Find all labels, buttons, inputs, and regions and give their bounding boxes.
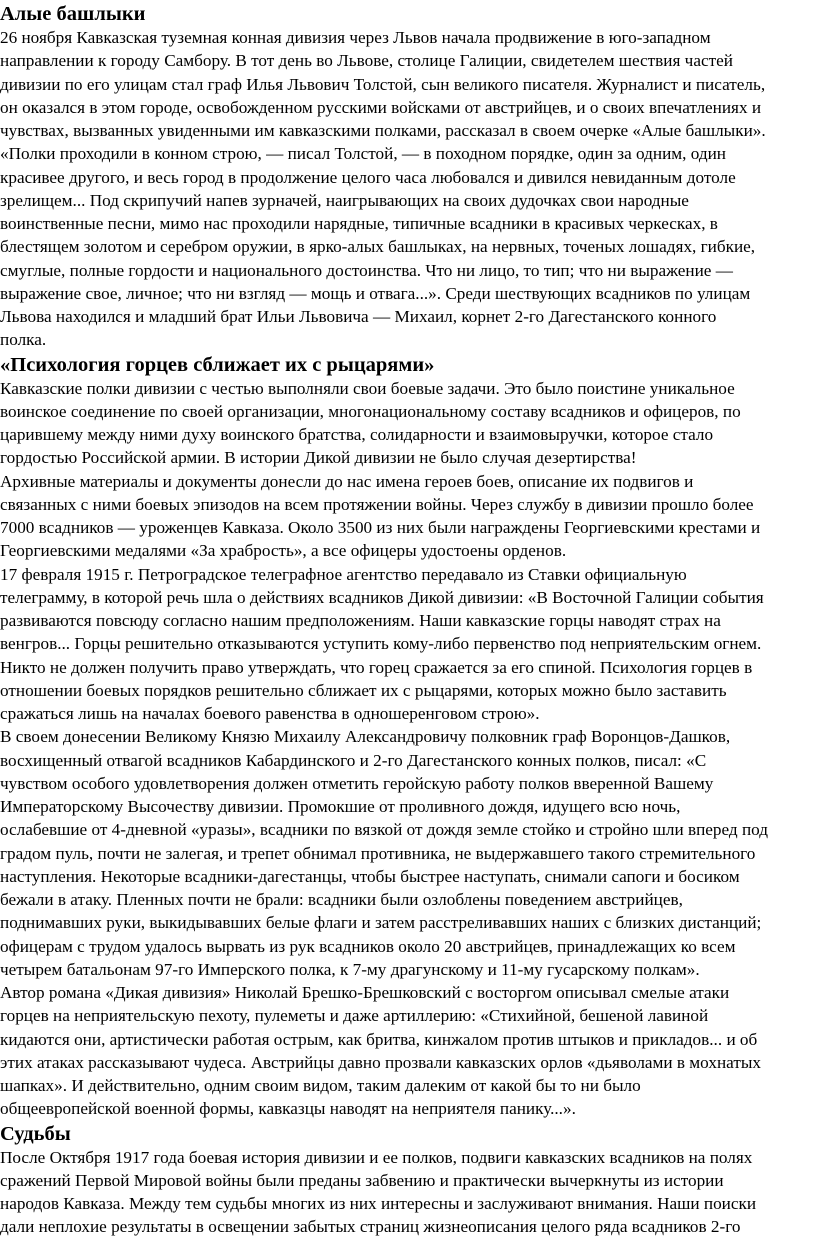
text-line: горцев на неприятельскую пехоту, пулеметы и даже артиллерию: «Стихийной, бешеной лавиной bbox=[0, 1006, 709, 1026]
text-line: чувствах, вызванных увиденными им кавказскими полками, рассказал в своем очерке «Алые башлыки». bbox=[0, 121, 766, 140]
text-line: Георгиевскими медалями «За храбрость», а все офицеры удостоены орденов. bbox=[0, 541, 567, 561]
text-line: выражение свое, личное; что ни взгляд — мощь и отвага...». Среди шествующих всадников по улицам bbox=[0, 283, 751, 303]
text-line: Архивные материалы и документы донесли до нас имена героев боев, описание их подвигов и bbox=[0, 471, 694, 491]
text-line: этих атаках рассказывают чудеса. Австрийцы давно прозвали кавказских орлов «дьяволами в мохнатых bbox=[0, 1052, 761, 1072]
section-body bbox=[0, 377, 816, 1121]
text-line: Львова находился и младший брат Ильи Львовича — Михаил, корнет 2-го Дагестанского конного bbox=[0, 307, 717, 326]
text-line: Кавказские полки дивизии с честью выполняли свои боевые задачи. Это было поистине уникальное bbox=[0, 378, 735, 398]
section-heading: Судьбы bbox=[0, 1122, 71, 1145]
text-line: зрелищем... Под скрипучий напев зурначей, наигрывающих на своих дудочках свои народные bbox=[0, 190, 689, 210]
text-line: поднимавших руки, выкидывавших белые флаги и затем расстреливавших наших с близких дистанций; bbox=[0, 913, 762, 933]
text-line: воинственные песни, мимо нас проходили нарядные, типичные всадники в красивых черкесках, в bbox=[0, 214, 718, 233]
text-line: Императорскому Высочеству дивизии. Промокшие от проливного дождя, идущего всю ночь, bbox=[0, 797, 681, 816]
section-body bbox=[0, 26, 816, 352]
text-line: он оказался в этом городе, освобожденном русскими войсками от австрийцев, и о своих впечатлениях и bbox=[0, 97, 762, 117]
text-line: дивизии по его улицам стал граф Илья Львович Толстой, сын великого писателя. Журналист и писатель, bbox=[0, 74, 766, 94]
text-line: В своем донесении Великому Князю Михаилу Александровичу полковник граф Воронцов-Дашков, bbox=[0, 727, 731, 747]
text-line: дали неплохие результаты в освещении забытых страниц жизнеописания целого ряда всадников 2-го bbox=[0, 1217, 741, 1237]
section-heading: Алые башлыки bbox=[0, 3, 146, 25]
text-line: развиваются повсюду согласно нашим предположениям. Наши кавказские горцы наводят страх на bbox=[0, 611, 721, 630]
text-line: четырем батальонам 97-го Имперского полка, к 7-му драгунскому и 11-му гусарскому полкам». bbox=[0, 959, 700, 979]
text-line: народов Кавказа. Между тем судьбы многих из них интересны и заслуживают внимания. Наши поиски bbox=[0, 1194, 757, 1213]
text-line: красивее другого, и весь город в продолжение целого часа любовался и дивился невиданным дотоле bbox=[0, 167, 736, 187]
text-line: смуглые, полные гордости и национального достоинства. Что ни лицо, то тип; что ни выражение — bbox=[0, 260, 733, 280]
text-line: полка. bbox=[0, 330, 47, 350]
text-line: офицерам с трудом удалось вырвать из рук всадников около 20 австрийцев, принадлежащих ко всем bbox=[0, 936, 736, 956]
text-line: сражаться лишь на началах боевого равенства в одношеренговом строю». bbox=[0, 704, 540, 723]
text-line: связанных с ними боевых эпизодов на всем протяжении войны. Через службу в дивизии прошло более bbox=[0, 494, 754, 514]
text-line: направлении к городу Самбору. В тот день во Львове, столице Галиции, свидетелем шествия частей bbox=[0, 51, 733, 71]
text-line: бежали в атаку. Пленных почти не брали: всадники были озлоблены поведением австрийцев, bbox=[0, 890, 683, 909]
text-line: Никто не должен получить право утверждать, что горец сражается за его спиной. Психология горцев в bbox=[0, 657, 753, 677]
text-line: Автор романа «Дикая дивизия» Николай Брешко-Брешковский с восторгом описывал смелые атаки bbox=[0, 983, 730, 1002]
text-line: градом пуль, почти не залегая, и трепет обнимал противника, не выдержавшего такого стремительного bbox=[0, 843, 756, 863]
text-line: телеграмму, в которой речь шла о действиях всадников Дикой дивизии: «В Восточной Галиции события bbox=[0, 587, 764, 607]
text-line: 7000 всадников — уроженцев Кавказа. Около 3500 из них были награждены Георгиевскими крестами и bbox=[0, 518, 761, 537]
text-line: наступления. Некоторые всадники-дагестанцы, чтобы быстрее наступать, снимали сапоги и босиком bbox=[0, 866, 740, 886]
section-fates bbox=[0, 1122, 816, 1239]
text-line: чувством особого удовлетворения должен отметить геройскую работу полков вверенной Вашему bbox=[0, 773, 714, 793]
text-line: После Октября 1917 года боевая история дивизии и ее полков, подвиги кавказских всадников на полях bbox=[0, 1147, 753, 1167]
text-line: «Полки проходили в конном строю, — писал Толстой, — в походном порядке, один за одним, один bbox=[0, 144, 726, 164]
section-red-bashlyks bbox=[0, 2, 816, 352]
section-heading: «Психология горцев сближает их с рыцарями» bbox=[0, 353, 435, 376]
text-line: 17 февраля 1915 г. Петроградское телеграфное агентство передавало из Ставки официальную bbox=[0, 564, 687, 584]
text-line: сражений Первой Мировой войны были преданы забвению и практически вычеркнуты из истории bbox=[0, 1170, 724, 1190]
text-line: кидаются они, артистически работая острым, как бритва, кинжалом против штыков и прикладов... и об bbox=[0, 1029, 758, 1049]
text-line: воинское соединение по своей организации, многонациональному составу всадников и офицеров, по bbox=[0, 401, 741, 421]
text-line: шапках». И действительно, одним своим видом, таким далеким от какой бы то ни было bbox=[0, 1076, 641, 1095]
text-line: венгров... Горцы решительно отказываются уступить кому-либо первенство под неприятельским огнем. bbox=[0, 634, 762, 654]
text-line: отношении боевых порядков решительно сближает их с рыцарями, которых можно было заставить bbox=[0, 680, 727, 700]
text-line: гордостью Российской армии. В истории Дикой дивизии не было случая дезертирства! bbox=[0, 448, 637, 468]
text-line: 26 ноября Кавказская туземная конная дивизия через Львов начала продвижение в юго-западном bbox=[0, 28, 711, 47]
document-page bbox=[0, 2, 816, 1237]
text-line: восхищенный отвагой всадников Кабардинского и 2-го Дагестанского конных полков, писал: «С bbox=[0, 750, 707, 770]
section-body bbox=[0, 1146, 816, 1239]
text-line: блестящем золотом и серебром оружии, в ярко-алых башлыках, на нервных, точеных лошадях, гибкие, bbox=[0, 237, 756, 257]
text-line: общеевропейской военной формы, кавказцы наводят на неприятеля панику...». bbox=[0, 1099, 576, 1119]
text-line: царившему между ними духу воинского братства, солидарности и взаимовыручки, которое стало bbox=[0, 425, 714, 444]
text-line: ослабевшие от 4-дневной «уразы», всадники по вязкой от дождя земле стойко и стройно шли вперед под bbox=[0, 820, 769, 840]
section-highlanders-psychology bbox=[0, 353, 816, 1121]
